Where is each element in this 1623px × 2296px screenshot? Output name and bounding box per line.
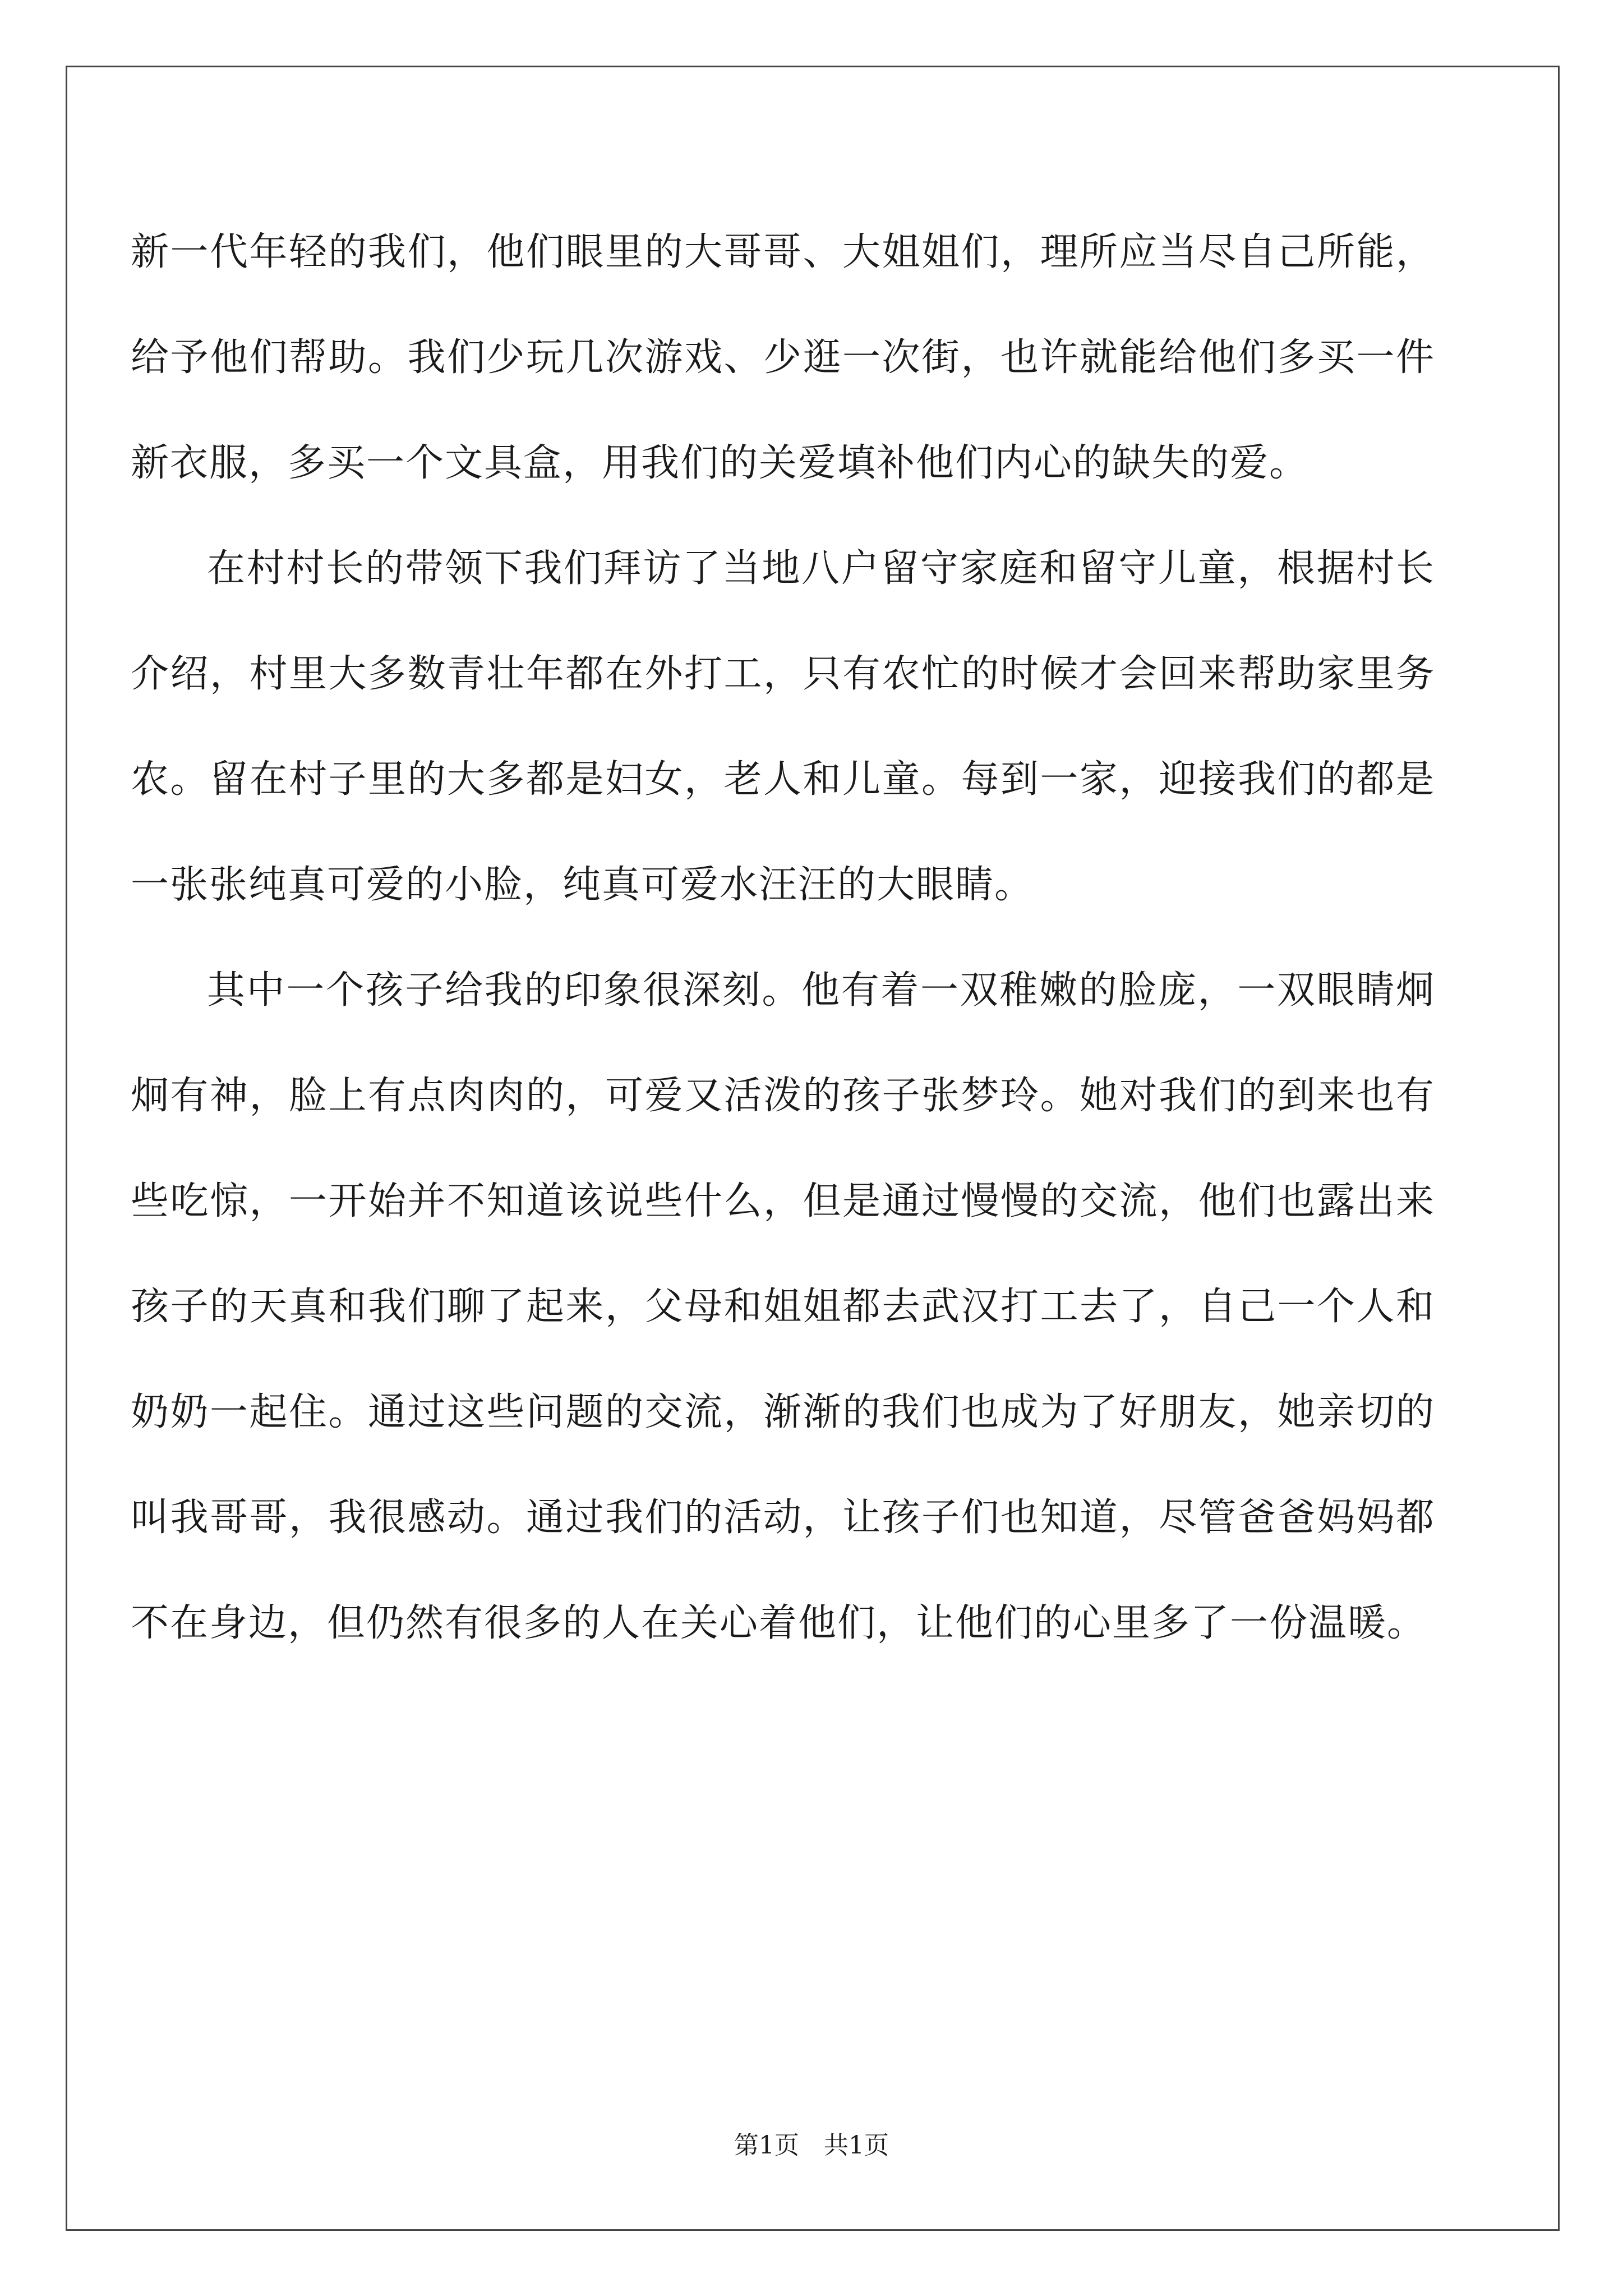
- page-number: 第1页: [734, 2131, 799, 2160]
- document-body: [131, 200, 1435, 1676]
- page-footer: [0, 2125, 1623, 2161]
- page-total: 共1页: [824, 2131, 889, 2160]
- paragraph-3: 其中一个孩子给我的印象很深刻。他有着一双稚嫩的脸庞，一双眼睛炯炯有神，脸上有点肉肉的，可爱又活泼的孩子张梦玲。她对我们的到来也有些吃惊，一开始并不知道该说些什么，但是通过慢慢的交流，他们也露出来孩子的天真和我们聊了起来，父母和姐姐都去武汉打工去了，自己一个人和奶奶一起住。通过这些问题的交流，渐渐的我们也成为了好朋友，她亲切的叫我哥哥，我很感动。通过我们的活动，让孩子们也知道，尽管爸爸妈妈都不在身边，但仍然有很多的人在关心着他们，让他们的心里多了一份温暖。: [131, 968, 1435, 1645]
- paragraph-2: 在村村长的带领下我们拜访了当地八户留守家庭和留守儿童，根据村长介绍，村里大多数青壮年都在外打工，只有农忙的时候才会回来帮助家里务农。留在村子里的大多都是妇女，老人和儿童。每到一家，迎接我们的都是一张张纯真可爱的小脸，纯真可爱水汪汪的大眼睛。: [131, 546, 1435, 907]
- paragraph-1: 新一代年轻的我们，他们眼里的大哥哥、大姐姐们，理所应当尽自己所能，给予他们帮助。我们少玩几次游戏、少逛一次街，也许就能给他们多买一件新衣服，多买一个文具盒，用我们的关爱填补他们内心的缺失的爱。: [131, 230, 1435, 485]
